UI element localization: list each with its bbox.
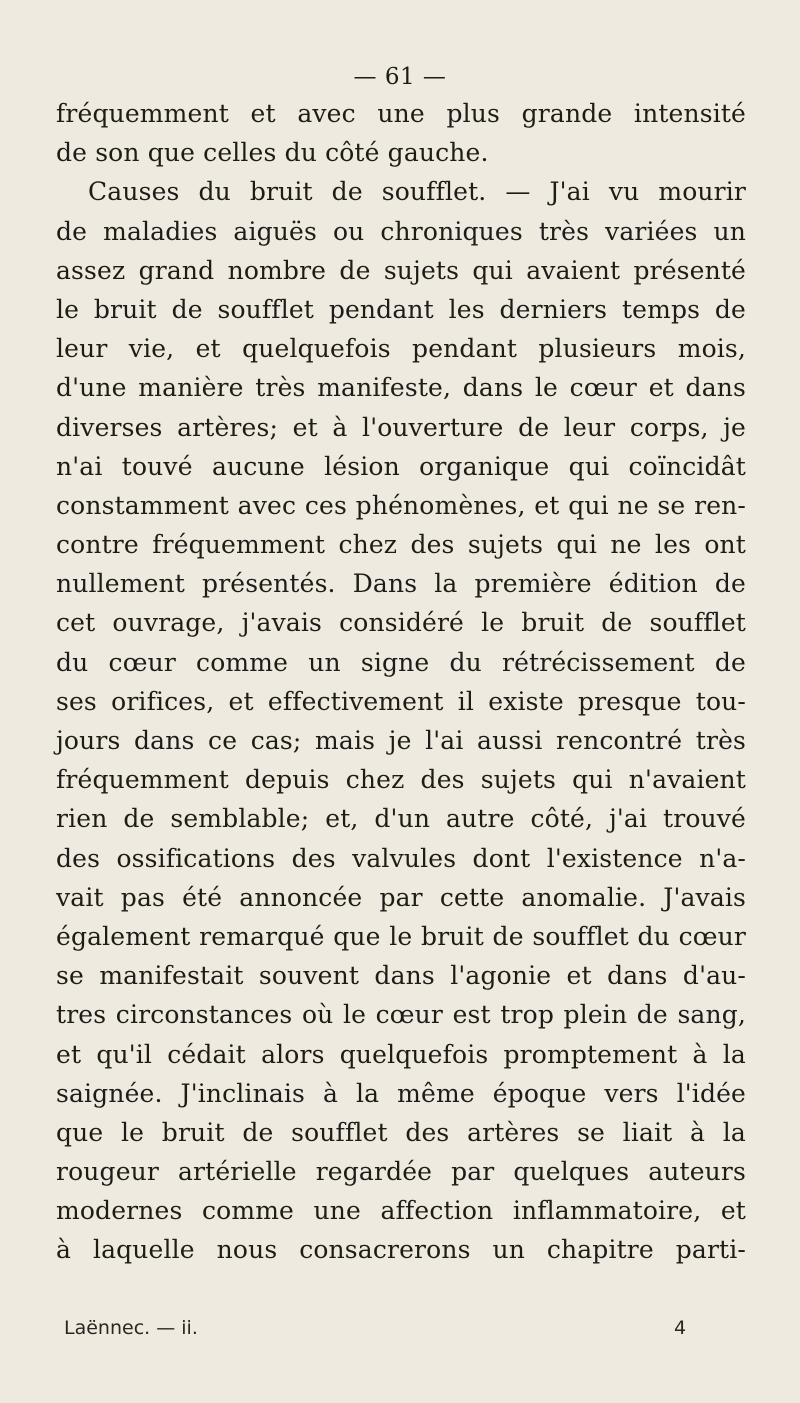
text-line: jours dans ce cas; mais je l'ai aussi rencontré très xyxy=(56,726,746,755)
text-line: que le bruit de soufflet des artères se liait à la xyxy=(56,1117,746,1147)
text-line: le bruit de soufflet pendant les derniers temps de xyxy=(56,294,746,324)
text-line: se manifestait souvent dans l'agonie et dans d'au- xyxy=(56,961,746,991)
text-line: Causes du bruit de soufflet. — J'ai vu mourir xyxy=(88,177,746,207)
text-line: rougeur artérielle regardée par quelques auteurs xyxy=(56,1157,746,1187)
text-line: contre fréquemment chez des sujets qui ne les ont xyxy=(56,530,746,560)
text-line: constamment avec ces phénomènes, et qui ne se ren- xyxy=(56,490,746,520)
text-line: diverses artères; et à l'ouverture de leur corps, je xyxy=(56,412,746,442)
text-line: saignée. J'inclinais à la même époque vers l'idée xyxy=(56,1078,746,1108)
signature-mark: Laënnec. — ii. xyxy=(64,1317,198,1339)
text-line: de maladies aiguës ou chroniques très variées un xyxy=(56,216,746,246)
text-line: tres circonstances où le cœur est trop plein de sang, xyxy=(56,1000,746,1030)
page-number: — 61 — xyxy=(353,64,447,90)
text-line: modernes comme une affection inflammatoire, et xyxy=(56,1196,746,1226)
text-line: ses orifices, et effectivement il existe presque tou- xyxy=(56,686,746,716)
text-line: cet ouvrage, j'avais considéré le bruit de soufflet xyxy=(56,608,746,638)
body-text xyxy=(56,94,746,1270)
sheet-number: 4 xyxy=(674,1317,687,1339)
text-line: du cœur comme un signe du rétrécissement de xyxy=(56,647,746,677)
text-line: nullement présentés. Dans la première édition de xyxy=(56,569,746,599)
text-line: n'ai touvé aucune lésion organique qui coïncidât xyxy=(56,451,746,481)
text-line: également remarqué que le bruit de soufflet du cœur xyxy=(56,921,746,951)
text-line: de son que celles du côté gauche. xyxy=(56,138,489,168)
text-line: des ossifications des valvules dont l'existence n'a- xyxy=(56,843,746,873)
text-line: et qu'il cédait alors quelquefois promptement à la xyxy=(56,1039,746,1069)
text-line: assez grand nombre de sujets qui avaient présenté xyxy=(56,255,746,285)
text-line: vait pas été annoncée par cette anomalie. J'avais xyxy=(56,882,746,912)
text-line: fréquemment depuis chez des sujets qui n'avaient xyxy=(56,765,746,795)
text-line: d'une manière très manifeste, dans le cœur et dans xyxy=(56,373,746,403)
text-line: leur vie, et quelquefois pendant plusieurs mois, xyxy=(56,334,746,364)
text-line: rien de semblable; et, d'un autre côté, j'ai trouvé xyxy=(56,804,746,834)
text-line: fréquemment et avec une plus grande intensité xyxy=(56,99,746,128)
text-line: à laquelle nous consacrerons un chapitre parti- xyxy=(56,1235,746,1265)
